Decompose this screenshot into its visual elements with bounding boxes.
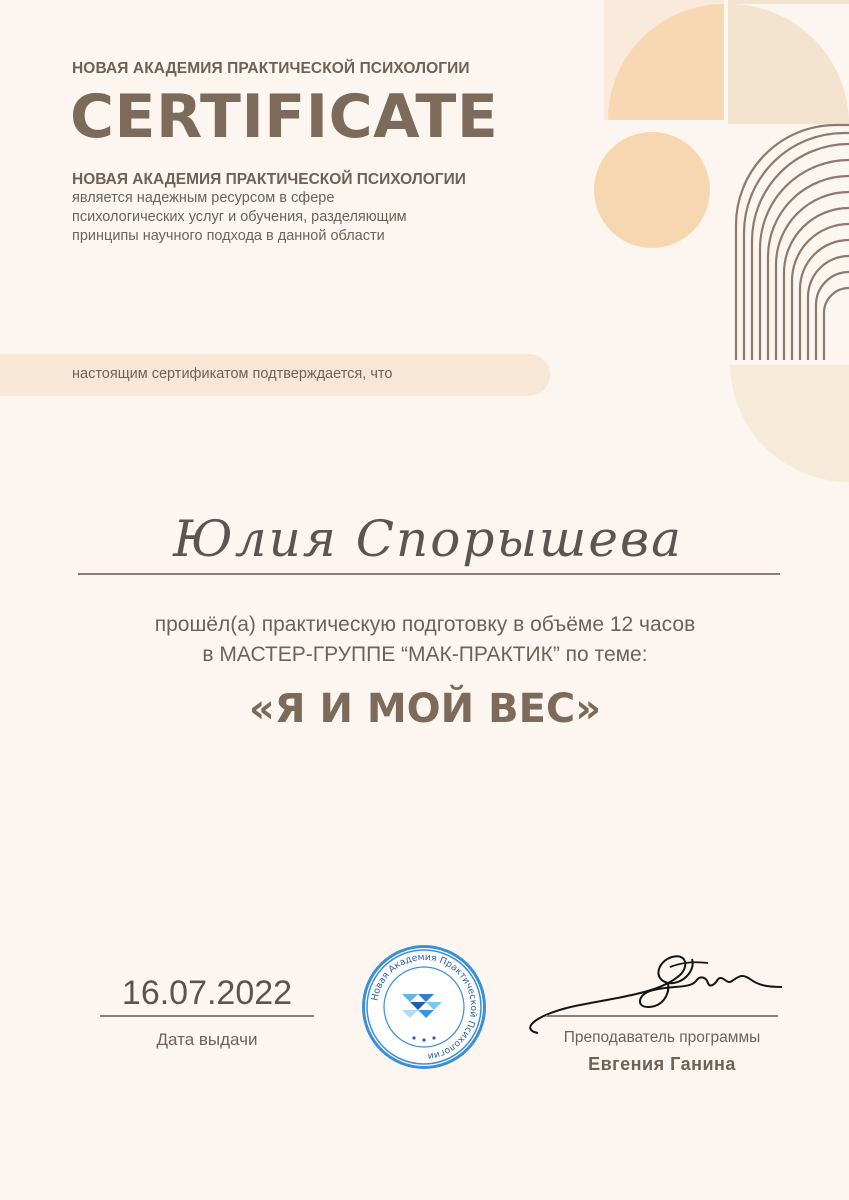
recipient-underline (78, 573, 780, 575)
date-underline (100, 1015, 314, 1017)
confirmation-text: настоящим сертификатом подтверждается, что (72, 366, 393, 382)
course-topic: «Я И МОЙ ВЕС» (248, 686, 602, 732)
teacher-role: Преподаватель программы (563, 1029, 761, 1046)
description-line-2: психологических услуг и обучения, разделяющим (72, 209, 407, 225)
issue-date-label: Дата выдачи (156, 1030, 258, 1049)
svg-text:Новая Академия Практической Пс: Новая Академия Практической Психологии (369, 951, 480, 1062)
teacher-name: Евгения Ганина (588, 1054, 736, 1074)
recipient-name: Юлия Спорышева (173, 510, 683, 568)
academy-seal (358, 942, 490, 1072)
academy-name-header: НОВАЯ АКАДЕМИЯ ПРАКТИЧЕСКОЙ ПСИХОЛОГИИ (72, 60, 470, 77)
course-line-2: в МАСТЕР-ГРУППЕ “МАК-ПРАКТИК” по теме: (202, 643, 648, 666)
academy-name-desc: НОВАЯ АКАДЕМИЯ ПРАКТИЧЕСКОЙ ПСИХОЛОГИИ (72, 171, 466, 188)
certificate-title: CERTIFICATE (70, 82, 499, 152)
signature-underline (546, 1015, 778, 1017)
description-line-1: является надежным ресурсом в сфере (72, 190, 335, 206)
academy-description (72, 170, 512, 246)
issue-date: 16.07.2022 (121, 974, 293, 1012)
course-description (60, 610, 790, 670)
teacher-signature (520, 945, 790, 1040)
description-line-3: принципы научного подхода в данной области (72, 228, 385, 244)
course-line-1: прошёл(а) практическую подготовку в объёме 12 часов (154, 613, 696, 636)
